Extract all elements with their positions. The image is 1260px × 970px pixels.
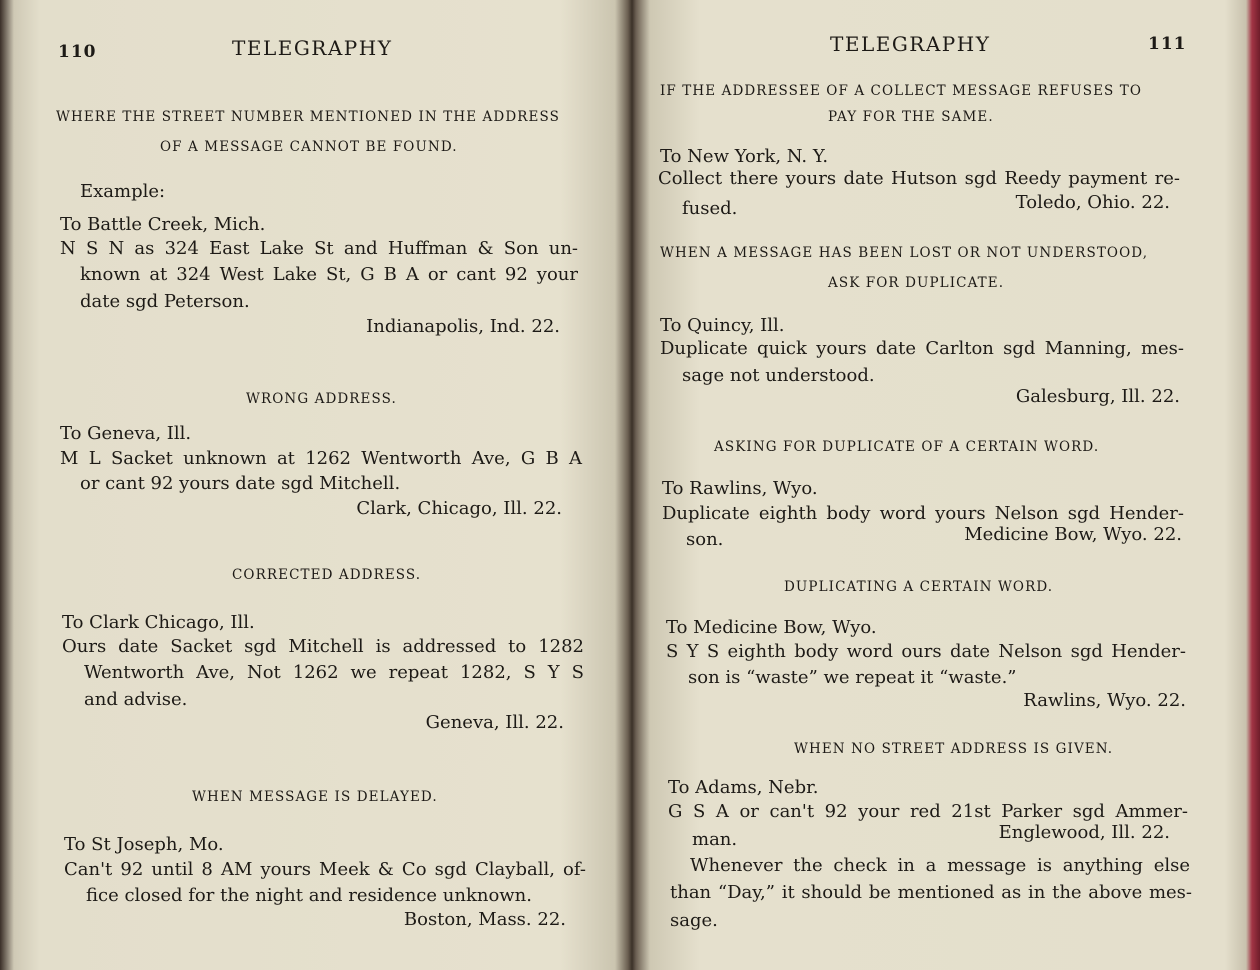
message-body: S Y S eighth body word ours date Nelson sgd Hender- xyxy=(666,641,1186,662)
message-body: known at 324 West Lake St, G B A or cant 92 your xyxy=(80,264,578,285)
message-body: Collect there yours date Hutson sgd Reedy payment re- xyxy=(658,168,1180,189)
section-heading: PAY FOR THE SAME. xyxy=(828,109,994,125)
message-body: M L Sacket unknown at 1262 Wentworth Ave, G B A xyxy=(60,448,582,469)
section-heading: WHEN A MESSAGE HAS BEEN LOST OR NOT UNDERSTOOD, xyxy=(660,245,1149,261)
section-heading: WHEN NO STREET ADDRESS IS GIVEN. xyxy=(794,741,1114,757)
section-heading: WHEN MESSAGE IS DELAYED. xyxy=(192,789,438,805)
section-heading: DUPLICATING A CERTAIN WORD. xyxy=(784,579,1054,595)
address-line: To Adams, Nebr. xyxy=(668,777,819,798)
message-body: son. xyxy=(686,529,724,550)
message-body: Duplicate eighth body word yours Nelson sgd Hender- xyxy=(662,503,1184,524)
signature-line: Galesburg, Ill. 22. xyxy=(1015,386,1180,407)
message-body: fice closed for the night and residence unknown. xyxy=(86,885,533,906)
section-heading: WRONG ADDRESS. xyxy=(246,391,397,407)
message-body: Can't 92 until 8 AM yours Meek & Co sgd Clayball, of- xyxy=(64,859,586,880)
signature-line: Medicine Bow, Wyo. 22. xyxy=(964,524,1182,545)
message-body: son is “waste” we repeat it “waste.” xyxy=(688,667,1017,688)
running-head: TELEGRAPHY xyxy=(830,32,991,56)
address-line: To Medicine Bow, Wyo. xyxy=(666,617,877,638)
signature-line: Geneva, Ill. 22. xyxy=(425,712,564,733)
section-heading: ASK FOR DUPLICATE. xyxy=(828,275,1005,291)
section-heading: WHERE THE STREET NUMBER MENTIONED IN THE ADDRESS xyxy=(56,109,560,125)
section-heading: CORRECTED ADDRESS. xyxy=(232,567,422,583)
signature-line: Rawlins, Wyo. 22. xyxy=(1023,690,1186,711)
message-body: man. xyxy=(692,829,738,850)
running-head: TELEGRAPHY xyxy=(232,36,393,60)
section-heading: IF THE ADDRESSEE OF A COLLECT MESSAGE REFUSES TO xyxy=(660,83,1143,99)
message-body: and advise. xyxy=(84,689,188,710)
paragraph-line: Whenever the check in a message is anything else xyxy=(690,855,1190,876)
message-body: fused. xyxy=(682,198,738,219)
address-line: To Rawlins, Wyo. xyxy=(662,478,818,499)
left-page xyxy=(20,0,620,970)
address-line: To St Joseph, Mo. xyxy=(64,834,224,855)
signature-line: Englewood, Ill. 22. xyxy=(998,822,1170,843)
address-line: To Battle Creek, Mich. xyxy=(60,214,266,235)
paragraph-line: than “Day,” it should be mentioned as in the above mes- xyxy=(670,882,1192,903)
page-number: 111 xyxy=(1148,34,1187,54)
message-body: Duplicate quick yours date Carlton sgd Manning, mes- xyxy=(660,338,1184,359)
example-label: Example: xyxy=(80,181,166,202)
right-page xyxy=(640,0,1240,970)
signature-line: Indianapolis, Ind. 22. xyxy=(366,316,560,337)
signature-line: Boston, Mass. 22. xyxy=(403,909,566,930)
address-line: To New York, N. Y. xyxy=(660,146,829,167)
paragraph-line: sage. xyxy=(670,910,718,931)
page-number: 110 xyxy=(58,42,97,62)
message-body: G S A or can't 92 your red 21st Parker sgd Ammer- xyxy=(668,801,1188,822)
message-body: date sgd Peterson. xyxy=(80,291,250,312)
address-line: To Geneva, Ill. xyxy=(60,423,192,444)
message-body: or cant 92 yours date sgd Mitchell. xyxy=(80,473,401,494)
address-line: To Clark Chicago, Ill. xyxy=(62,612,255,633)
section-heading: OF A MESSAGE CANNOT BE FOUND. xyxy=(160,139,458,155)
message-body: N S N as 324 East Lake St and Huffman & Son un- xyxy=(60,238,578,259)
address-line: To Quincy, Ill. xyxy=(660,315,785,336)
message-body: sage not understood. xyxy=(682,365,875,386)
signature-line: Toledo, Ohio. 22. xyxy=(1015,192,1170,213)
message-body: Ours date Sacket sgd Mitchell is addressed to 1282 xyxy=(62,636,584,657)
message-body: Wentworth Ave, Not 1262 we repeat 1282, S Y S xyxy=(84,662,584,683)
section-heading: ASKING FOR DUPLICATE OF A CERTAIN WORD. xyxy=(714,439,1100,455)
signature-line: Clark, Chicago, Ill. 22. xyxy=(356,498,562,519)
